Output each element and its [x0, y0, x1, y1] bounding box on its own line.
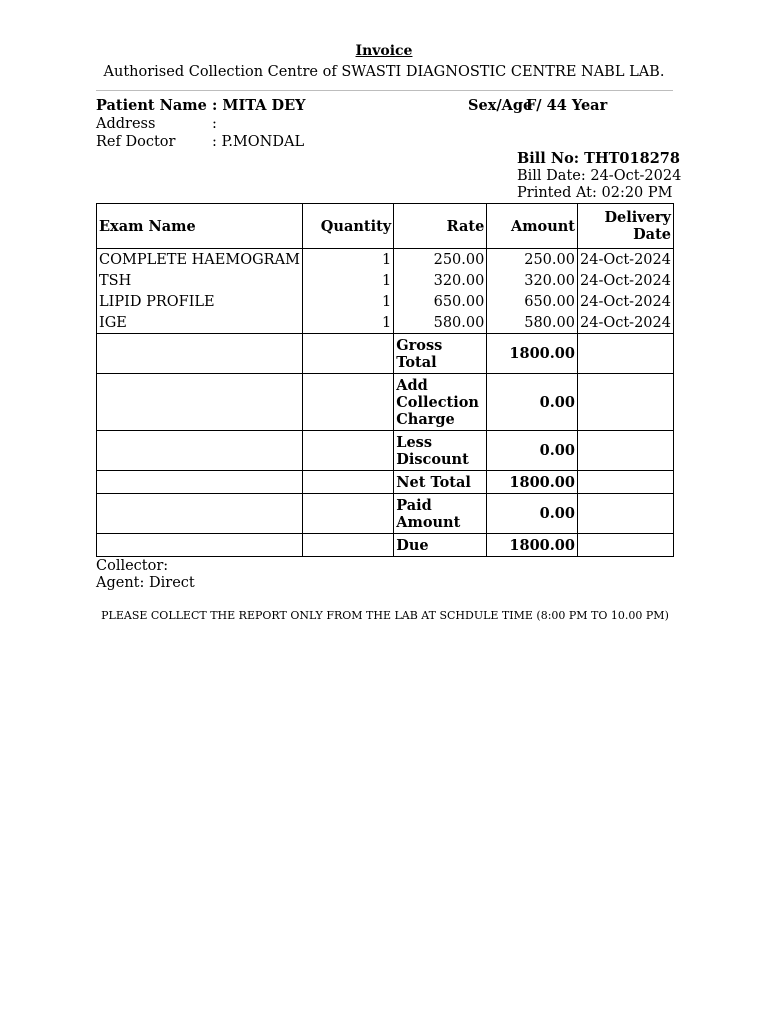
empty-cell	[97, 494, 303, 534]
empty-cell	[302, 431, 393, 471]
summary-row	[97, 374, 674, 431]
sex-age-value: F/ 44 Year	[526, 97, 608, 114]
summary-row	[97, 494, 674, 534]
address-value: :	[212, 116, 217, 132]
amount: 580.00	[487, 312, 578, 334]
summary-row	[97, 534, 674, 557]
delivery-header-line1: Delivery	[604, 209, 671, 226]
exam-name: COMPLETE HAEMOGRAM	[97, 249, 303, 271]
collection-charge-label: Add Collection Charge	[394, 374, 487, 431]
amount: 650.00	[487, 291, 578, 312]
bill-date: Bill Date: 24-Oct-2024	[517, 168, 682, 184]
net-total-value: 1800.00	[487, 471, 578, 494]
summary-row	[97, 471, 674, 494]
exam-name: TSH	[97, 270, 303, 291]
table-row	[97, 270, 674, 291]
empty-cell	[577, 471, 673, 494]
amount: 320.00	[487, 270, 578, 291]
delivery-header-line2: Date	[633, 226, 671, 243]
table-row	[97, 291, 674, 312]
rate: 580.00	[394, 312, 487, 334]
empty-cell	[577, 334, 673, 374]
invoice-subtitle: Authorised Collection Centre of SWASTI DIAGNOSTIC CENTRE NABL LAB.	[103, 64, 665, 80]
rate: 650.00	[394, 291, 487, 312]
invoice-table	[96, 203, 674, 557]
exam-name: LIPID PROFILE	[97, 291, 303, 312]
exam-name-header: Exam Name	[97, 204, 303, 249]
empty-cell	[97, 374, 303, 431]
due-value: 1800.00	[487, 534, 578, 557]
quantity: 1	[302, 270, 393, 291]
empty-cell	[577, 431, 673, 471]
empty-cell	[97, 471, 303, 494]
table-row	[97, 312, 674, 334]
invoice-title: Invoice	[355, 43, 413, 59]
bill-number: Bill No: THT018278	[517, 150, 680, 167]
collection-charge-value: 0.00	[487, 374, 578, 431]
empty-cell	[577, 534, 673, 557]
patient-name-value: : MITA DEY	[212, 97, 306, 114]
delivery-date: 24-Oct-2024	[577, 270, 673, 291]
due-label: Due	[394, 534, 487, 557]
table-header-row	[97, 204, 674, 249]
ref-doctor-value: : P.MONDAL	[212, 134, 305, 150]
empty-cell	[302, 494, 393, 534]
paid-amount-value: 0.00	[487, 494, 578, 534]
discount-label: Less Discount	[394, 431, 487, 471]
sex-age-label: Sex/Age	[468, 97, 533, 114]
quantity-header: Quantity	[302, 204, 393, 249]
summary-row	[97, 431, 674, 471]
gross-total-value: 1800.00	[487, 334, 578, 374]
empty-cell	[97, 534, 303, 557]
exam-name: IGE	[97, 312, 303, 334]
delivery-date: 24-Oct-2024	[577, 312, 673, 334]
gross-total-label: Gross Total	[394, 334, 487, 374]
amount: 250.00	[487, 249, 578, 271]
discount-value: 0.00	[487, 431, 578, 471]
rate: 250.00	[394, 249, 487, 271]
empty-cell	[302, 334, 393, 374]
delivery-date-header	[577, 204, 673, 249]
summary-row	[97, 334, 674, 374]
rate: 320.00	[394, 270, 487, 291]
amount-header: Amount	[487, 204, 578, 249]
quantity: 1	[302, 291, 393, 312]
empty-cell	[97, 334, 303, 374]
collector-line: Collector:	[96, 558, 169, 574]
empty-cell	[302, 534, 393, 557]
empty-cell	[577, 494, 673, 534]
empty-cell	[302, 471, 393, 494]
delivery-date: 24-Oct-2024	[577, 249, 673, 271]
collection-notice: PLEASE COLLECT THE REPORT ONLY FROM THE LAB AT SCHDULE TIME (8:00 PM TO 10.00 PM)	[101, 609, 669, 622]
empty-cell	[577, 374, 673, 431]
printed-at: Printed At: 02:20 PM	[517, 185, 673, 201]
net-total-label: Net Total	[394, 471, 487, 494]
ref-doctor-label: Ref Doctor	[96, 134, 176, 150]
table-row	[97, 249, 674, 271]
header-divider	[96, 90, 673, 91]
rate-header: Rate	[394, 204, 487, 249]
address-label: Address	[96, 116, 156, 132]
patient-name-label: Patient Name	[96, 97, 207, 114]
quantity: 1	[302, 312, 393, 334]
delivery-date: 24-Oct-2024	[577, 291, 673, 312]
empty-cell	[302, 374, 393, 431]
agent-line: Agent: Direct	[96, 575, 195, 591]
paid-amount-label: Paid Amount	[394, 494, 487, 534]
empty-cell	[97, 431, 303, 471]
quantity: 1	[302, 249, 393, 271]
